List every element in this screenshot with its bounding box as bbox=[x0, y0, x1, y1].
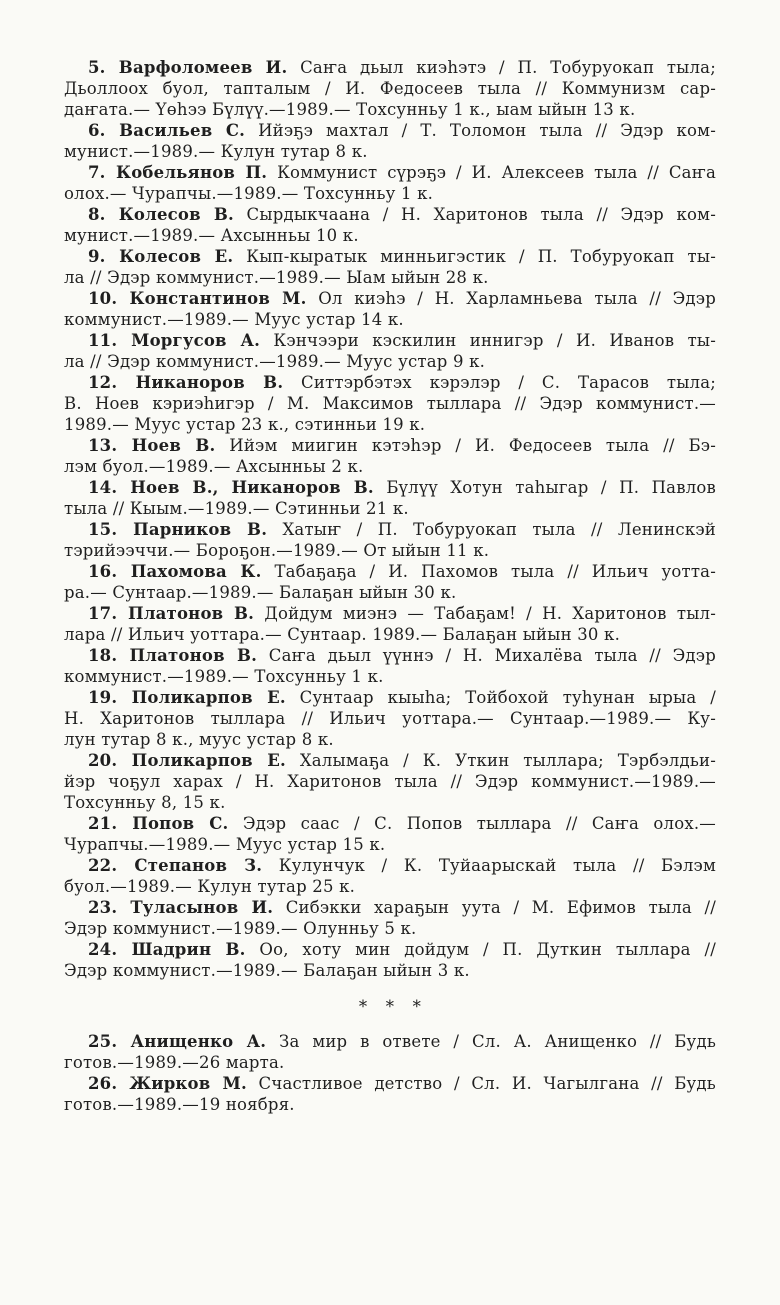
entry-line: 8. Колесов В. Сырдыкчаана / Н. Харитонов тыла // Эдэр ком- bbox=[88, 205, 716, 224]
entry-line: В. Ноев кэриэһигэр / М. Максимов тыллара // Эдэр коммунист.— bbox=[64, 394, 716, 413]
entry-line: 23. Туласынов И. Сибэкки хараҕын уута / М. Ефимов тыла // bbox=[88, 898, 716, 917]
entry-number-author: 16. Пахомова К. bbox=[88, 562, 262, 581]
entry-number-author: 11. Моргусов А. bbox=[88, 331, 261, 350]
entry-number-author: 26. Жирков М. bbox=[88, 1074, 247, 1093]
bibliography-entry bbox=[64, 330, 716, 372]
bibliography-entry bbox=[64, 687, 716, 750]
entry-number-author: 17. Платонов В. bbox=[88, 604, 255, 623]
entry-number-author: 18. Платонов В. bbox=[88, 646, 258, 665]
entry-line: 11. Моргусов А. Кэнчээри кэскилин иннигэр / И. Иванов ты- bbox=[88, 331, 717, 350]
entry-line: лара // Ильич уоттара.— Сунтаар. 1989.— Балаҕан ыйын 30 к. bbox=[64, 625, 621, 644]
bibliography bbox=[64, 57, 716, 1115]
bibliography-entry bbox=[64, 855, 716, 897]
entry-number-author: 23. Туласынов И. bbox=[88, 898, 274, 917]
bibliography-entry bbox=[64, 372, 716, 435]
bibliography-entry bbox=[64, 435, 716, 477]
entry-line: 17. Платонов В. Дойдум миэнэ — Табаҕам! / Н. Харитонов тыл- bbox=[88, 604, 716, 623]
entry-line: мунист.—1989.— Ахсынньы 10 к. bbox=[64, 226, 359, 245]
entry-line: 15. Парников В. Хатыҥ / П. Тобуруокап тыла // Ленинскэй bbox=[88, 520, 716, 539]
yakut-entries-list bbox=[64, 57, 716, 981]
entry-line: готов.—1989.—26 марта. bbox=[64, 1053, 285, 1072]
bibliography-entry bbox=[64, 813, 716, 855]
bibliography-entry bbox=[64, 561, 716, 603]
russian-entries-list bbox=[64, 1031, 716, 1115]
entry-number-author: 15. Парников В. bbox=[88, 520, 268, 539]
entry-line: 14. Ноев В., Никаноров В. Бүлүү Хотун таһыгар / П. Павлов bbox=[88, 478, 717, 497]
entry-line: Эдэр коммунист.—1989.— Олунньу 5 к. bbox=[64, 919, 417, 938]
entry-line: 7. Кобельянов П. Коммунист сүрэҕэ / И. Алексеев тыла // Саҥа bbox=[88, 163, 716, 182]
entry-line: мунист.—1989.— Кулун тутар 8 к. bbox=[64, 142, 368, 161]
entry-line: тыла // Кыым.—1989.— Сэтинньи 21 к. bbox=[64, 499, 409, 518]
entry-line: Чурапчы.—1989.— Муус устар 15 к. bbox=[64, 835, 386, 854]
bibliography-entry bbox=[64, 519, 716, 561]
entry-number-author: 24. Шадрин В. bbox=[88, 940, 246, 959]
entry-line: лун тутар 8 к., муус устар 8 к. bbox=[64, 730, 334, 749]
section-separator: * * * bbox=[358, 997, 422, 1016]
entry-line: 6. Васильев С. Ийэҕэ махтал / Т. Толомон тыла // Эдэр ком- bbox=[88, 121, 716, 140]
entry-line: Н. Харитонов тыллара // Ильич уоттара.— Сунтаар.—1989.— Ку- bbox=[64, 709, 716, 728]
entry-line: 13. Ноев В. Ийэм миигин кэтэһэр / И. Федосеев тыла // Бэ- bbox=[88, 436, 716, 455]
bibliography-entry bbox=[64, 162, 716, 204]
entry-number-author: 5. Варфоломеев И. bbox=[88, 58, 288, 77]
bibliography-entry bbox=[64, 288, 716, 330]
entry-line: 19. Поликарпов Е. Сунтаар кыыһа; Тойбохой туһунан ырыа / bbox=[88, 688, 716, 707]
entry-number-author: 14. Ноев В., Никаноров В. bbox=[88, 478, 374, 497]
entry-line: 10. Константинов М. Ол киэһэ / Н. Харламньева тыла // Эдэр bbox=[88, 289, 716, 308]
entry-number-author: 8. Колесов В. bbox=[88, 205, 234, 224]
entry-number-author: 12. Никаноров В. bbox=[88, 373, 284, 392]
entry-number-author: 25. Анищенко А. bbox=[88, 1032, 267, 1051]
entry-line: 26. Жирков М. Счастливое детство / Сл. И. Чагылгана // Будь bbox=[88, 1074, 716, 1093]
bibliography-entry bbox=[64, 750, 716, 813]
entry-line: ла // Эдэр коммунист.—1989.— Муус устар 9 к. bbox=[64, 352, 486, 371]
entry-line: 12. Никаноров В. Ситтэрбэтэх кэрэлэр / С. Тарасов тыла; bbox=[88, 373, 717, 392]
entry-number-author: 21. Попов С. bbox=[88, 814, 229, 833]
entry-line: 20. Поликарпов Е. Халымаҕа / К. Уткин тыллара; Тэрбэлдьи- bbox=[88, 751, 716, 770]
bibliography-entry bbox=[64, 897, 716, 939]
entry-line: 1989.— Муус устар 23 к., сэтинньи 19 к. bbox=[64, 415, 426, 434]
entry-number-author: 7. Кобельянов П. bbox=[88, 163, 268, 182]
bibliography-entry bbox=[64, 246, 716, 288]
bibliography-entry bbox=[64, 645, 716, 687]
entry-line: Тохсунньу 8, 15 к. bbox=[64, 793, 226, 812]
entry-line: Дьоллоох буол, тапталым / И. Федосеев тыла // Коммунизм сар- bbox=[64, 79, 716, 98]
entry-line: коммунист.—1989.— Муус устар 14 к. bbox=[64, 310, 404, 329]
bibliography-entry bbox=[64, 1031, 716, 1073]
entry-line: 18. Платонов В. Саҥа дьыл үүннэ / Н. Михалёва тыла // Эдэр bbox=[88, 646, 716, 665]
bibliography-entry bbox=[64, 204, 716, 246]
bibliography-entry bbox=[64, 939, 716, 981]
entry-line: лэм буол.—1989.— Ахсынньы 2 к. bbox=[64, 457, 364, 476]
entry-line: тэрийээччи.— Бороҕон.—1989.— От ыйын 11 к. bbox=[64, 541, 490, 560]
entry-number-author: 20. Поликарпов Е. bbox=[88, 751, 286, 770]
entry-number-author: 9. Колесов Е. bbox=[88, 247, 234, 266]
entry-line: 21. Попов С. Эдэр саас / С. Попов тыллара // Саҥа олох.— bbox=[88, 814, 716, 833]
entry-line: Эдэр коммунист.—1989.— Балаҕан ыйын 3 к. bbox=[64, 961, 470, 980]
entry-line: ла // Эдэр коммунист.—1989.— Ыам ыйын 28 к. bbox=[64, 268, 489, 287]
bibliography-entry bbox=[64, 477, 716, 519]
entry-line: 5. Варфоломеев И. Саҥа дьыл киэһэтэ / П. Тобуруокап тыла; bbox=[88, 58, 716, 77]
entry-number-author: 22. Степанов З. bbox=[88, 856, 263, 875]
bibliography-entry bbox=[64, 1073, 716, 1115]
entry-number-author: 10. Константинов М. bbox=[88, 289, 307, 308]
entry-line: олох.— Чурапчы.—1989.— Тохсунньу 1 к. bbox=[64, 184, 434, 203]
bibliography-entry bbox=[64, 603, 716, 645]
entry-line: 24. Шадрин В. Оо, хоту мин дойдум / П. Дуткин тыллара // bbox=[88, 940, 716, 959]
entry-number-author: 6. Васильев С. bbox=[88, 121, 246, 140]
entry-number-author: 19. Поликарпов Е. bbox=[88, 688, 286, 707]
entry-line: 22. Степанов З. Кулунчук / К. Туйаарыскай тыла // Бэлэм bbox=[88, 856, 716, 875]
bibliography-entry bbox=[64, 57, 716, 120]
entry-line: даҥата.— Үөһээ Бүлүү.—1989.— Тохсунньу 1 к., ыам ыйын 13 к. bbox=[64, 100, 636, 119]
entry-line: буол.—1989.— Кулун тутар 25 к. bbox=[64, 877, 356, 896]
entry-line: 25. Анищенко А. За мир в ответе / Сл. А. Анищенко // Будь bbox=[88, 1032, 716, 1051]
entry-line: йэр чоҕул харах / Н. Харитонов тыла // Эдэр коммунист.—1989.— bbox=[64, 772, 716, 791]
entry-line: 9. Колесов Е. Кып-кыратык минньигэстик / П. Тобуруокап ты- bbox=[88, 247, 716, 266]
entry-line: 16. Пахомова К. Табаҕаҕа / И. Пахомов тыла // Ильич уотта- bbox=[88, 562, 716, 581]
entry-line: готов.—1989.—19 ноября. bbox=[64, 1095, 295, 1114]
entry-line: коммунист.—1989.— Тохсунньу 1 к. bbox=[64, 667, 384, 686]
bibliography-entry bbox=[64, 120, 716, 162]
entry-number-author: 13. Ноев В. bbox=[88, 436, 216, 455]
entry-line: ра.— Сунтаар.—1989.— Балаҕан ыйын 30 к. bbox=[64, 583, 457, 602]
